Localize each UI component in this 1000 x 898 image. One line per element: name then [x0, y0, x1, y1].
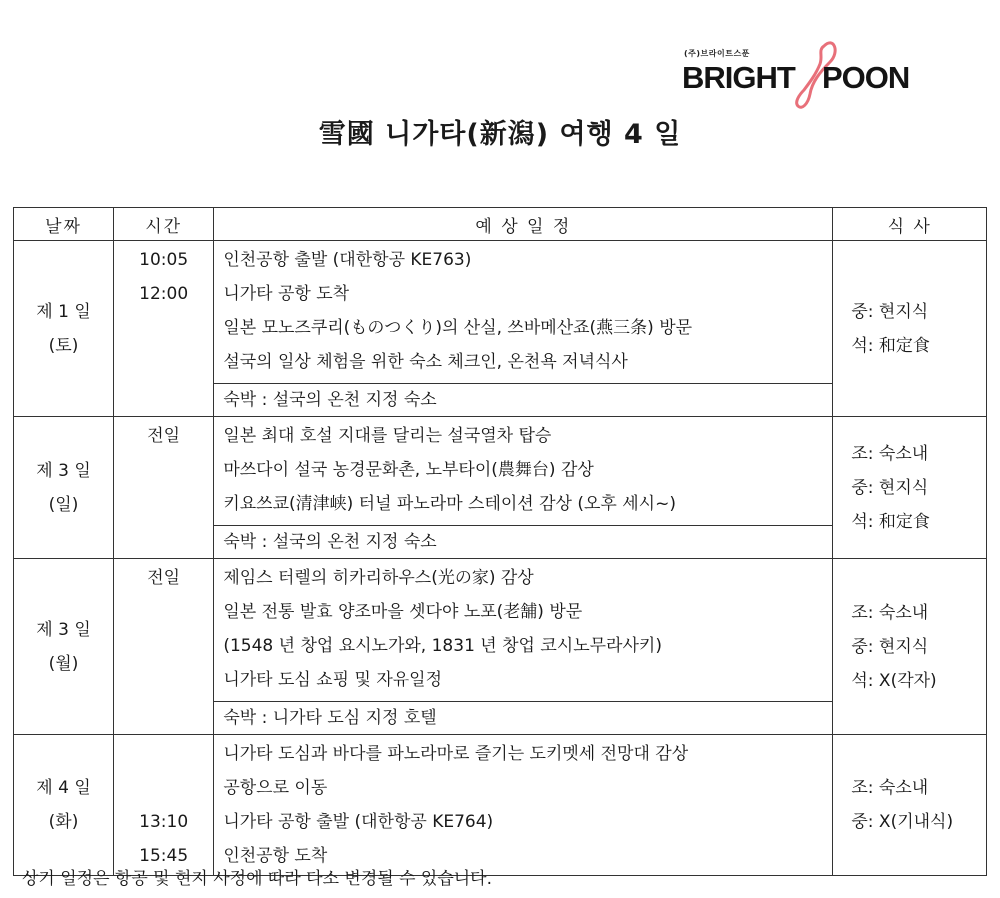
footnote: 상기 일정은 항공 및 현지 사정에 따라 다소 변경될 수 있습니다. [22, 869, 492, 889]
time-value: 10:05 [139, 250, 189, 270]
meal-line: 중: 현지식 [851, 636, 929, 657]
header-time: 시간 [114, 208, 214, 241]
weekday-label: (일) [48, 494, 79, 515]
itinerary-table [13, 207, 987, 876]
table-row [14, 241, 987, 384]
weekday-label: (토) [48, 335, 79, 356]
time-cell [114, 735, 214, 876]
meal-line: 중: 현지식 [851, 477, 929, 498]
table-header-row [14, 208, 987, 241]
meal-line: 석: X(각자) [851, 670, 937, 691]
day-label: 제 1 일 [36, 301, 91, 322]
day-cell [14, 417, 114, 559]
day-label: 제 3 일 [36, 619, 91, 640]
meal-line: 중: 현지식 [851, 301, 929, 322]
plan-cell [214, 241, 833, 384]
brightspoon-logo [680, 44, 950, 114]
time-value: 12:00 [139, 284, 189, 304]
time-value: 전일 [147, 426, 181, 446]
time-value [114, 737, 213, 771]
plan-line: 인천공항 도착 [223, 846, 328, 866]
meal-cell [833, 241, 987, 417]
table-row [14, 735, 987, 876]
time-value: 13:10 [139, 812, 189, 832]
meal-cell [833, 735, 987, 876]
header-meal: 식 사 [833, 208, 987, 241]
meal-line: 석: 和定食 [851, 511, 930, 532]
plan-cell [214, 735, 833, 876]
plan-line: 인천공항 출발 (대한항공 KE763) [223, 250, 472, 270]
plan-line: 일본 모노즈쿠리(ものつくり)의 산실, 쓰바메산죠(燕三条) 방문 [223, 318, 693, 338]
plan-line: 마쓰다이 설국 농경문화촌, 노부타이(農舞台) 감상 [223, 460, 594, 480]
day-cell [14, 735, 114, 876]
meal-line: 조: 숙소내 [851, 443, 929, 464]
meal-line: 중: X(기내식) [851, 812, 954, 832]
logo-word-bright: BRIGHT [682, 60, 795, 95]
plan-line: 일본 최대 호설 지대를 달리는 설국열차 탑승 [223, 426, 552, 446]
time-value: 전일 [147, 568, 181, 588]
stay-cell: 숙박 : 설국의 온천 지정 숙소 [214, 384, 833, 417]
weekday-label: (화) [48, 812, 79, 832]
header-plan: 예 상 일 정 [214, 208, 833, 241]
table-row [14, 559, 987, 702]
meal-cell [833, 559, 987, 735]
plan-line: 니가타 공항 도착 [223, 284, 350, 304]
plan-line: 니가타 도심 쇼핑 및 자유일정 [223, 670, 443, 690]
plan-line: 공항으로 이동 [223, 778, 328, 798]
stay-cell: 숙박 : 니가타 도심 지정 호텔 [214, 702, 833, 735]
meal-line: 석: 和定食 [851, 335, 930, 356]
meal-cell [833, 417, 987, 559]
time-cell [114, 241, 214, 417]
plan-line: (1548 년 창업 요시노가와, 1831 년 창업 코시노무라사키) [223, 636, 662, 656]
day-cell [14, 559, 114, 735]
plan-cell [214, 559, 833, 702]
plan-line: 니가타 도심과 바다를 파노라마로 즐기는 도키멧세 전망대 감상 [223, 744, 689, 764]
time-cell [114, 417, 214, 559]
plan-line: 니가타 공항 출발 (대한항공 KE764) [223, 812, 494, 832]
plan-cell [214, 417, 833, 526]
meal-line: 조: 숙소내 [851, 778, 929, 798]
plan-line: 설국의 일상 체험을 위한 숙소 체크인, 온천욕 저녁식사 [223, 352, 628, 372]
meal-line: 조: 숙소내 [851, 602, 929, 623]
plan-line: 키요쓰쿄(清津峡) 터널 파노라마 스테이션 감상 (오후 세시~) [223, 494, 676, 514]
logo-company-small: (주)브라이트스푼 [684, 49, 750, 58]
plan-line: 제임스 터렐의 히카리하우스(光の家) 감상 [223, 568, 534, 588]
time-value: 15:45 [139, 846, 189, 866]
header-date: 날짜 [14, 208, 114, 241]
page-title: 雪國 니가타(新潟) 여행 4 일 [318, 119, 682, 150]
table-row [14, 417, 987, 526]
plan-line: 일본 전통 발효 양조마을 셋다야 노포(老舗) 방문 [223, 602, 583, 622]
time-cell [114, 559, 214, 735]
logo-word-poon: POON [822, 60, 910, 95]
stay-cell: 숙박 : 설국의 온천 지정 숙소 [214, 526, 833, 559]
day-label: 제 3 일 [36, 460, 91, 481]
day-label: 제 4 일 [36, 778, 91, 798]
weekday-label: (월) [48, 653, 79, 674]
day-cell [14, 241, 114, 417]
time-value [114, 771, 213, 805]
